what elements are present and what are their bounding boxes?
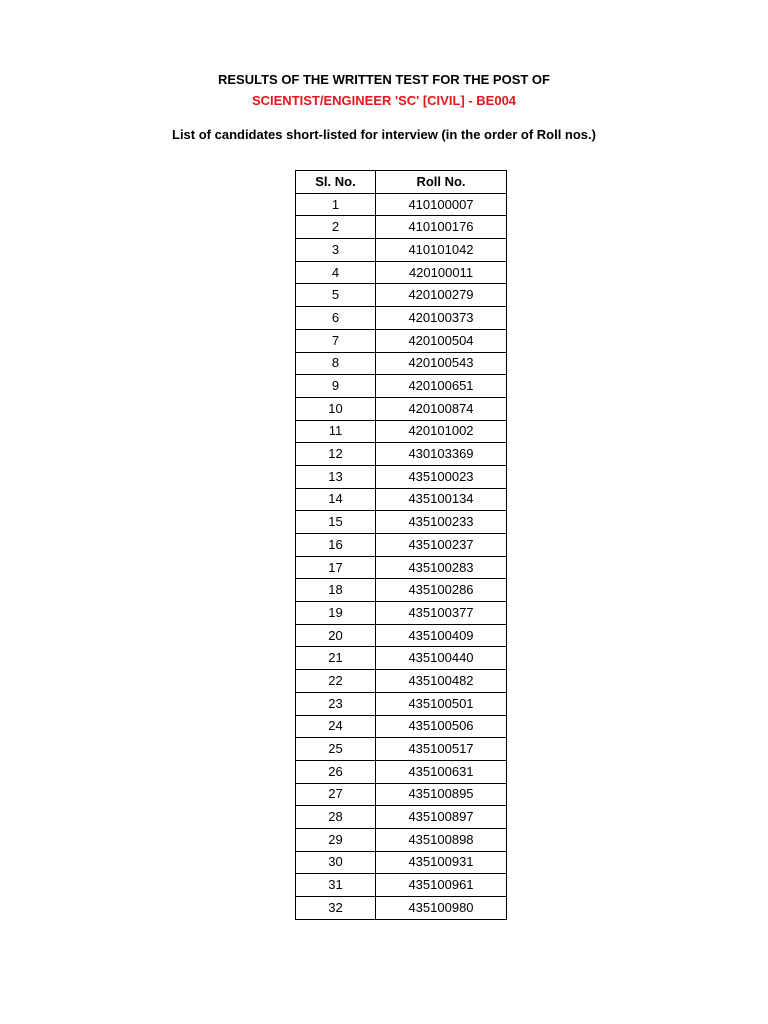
roll-no-cell: 435100898: [376, 828, 507, 851]
roll-no-cell: 420100874: [376, 397, 507, 420]
column-header-roll-no: Roll No.: [376, 171, 507, 194]
roll-no-cell: 435100517: [376, 738, 507, 761]
table-row: [296, 670, 507, 693]
table-row: [296, 647, 507, 670]
table-row: [296, 851, 507, 874]
roll-no-cell: 435100980: [376, 897, 507, 920]
table-body: [296, 193, 507, 919]
roll-no-cell: 435100482: [376, 670, 507, 693]
sl-no-cell: 10: [296, 397, 376, 420]
post-title: SCIENTIST/ENGINEER 'SC' [CIVIL] - BE004: [251, 93, 517, 108]
sl-no-cell: 29: [296, 828, 376, 851]
sl-no-cell: 18: [296, 579, 376, 602]
table-row: [296, 874, 507, 897]
table-row: [296, 216, 507, 239]
roll-no-cell: 420100011: [376, 261, 507, 284]
sl-no-cell: 27: [296, 783, 376, 806]
roll-no-cell: 435100377: [376, 602, 507, 625]
sl-no-cell: 26: [296, 760, 376, 783]
roll-no-cell: 430103369: [376, 443, 507, 466]
roll-no-cell: 435100233: [376, 511, 507, 534]
table-row: [296, 488, 507, 511]
table-row: [296, 715, 507, 738]
sl-no-cell: 5: [296, 284, 376, 307]
column-header-sl-no: Sl. No.: [296, 171, 376, 194]
table-row: [296, 329, 507, 352]
roll-no-cell: 435100409: [376, 624, 507, 647]
sl-no-cell: 30: [296, 851, 376, 874]
sl-no-cell: 22: [296, 670, 376, 693]
roll-no-cell: 435100897: [376, 806, 507, 829]
table-header-row: [296, 171, 507, 194]
roll-no-cell: 410100007: [376, 193, 507, 216]
table-row: [296, 261, 507, 284]
table-row: [296, 307, 507, 330]
roll-no-cell: 435100134: [376, 488, 507, 511]
table-row: [296, 193, 507, 216]
sl-no-cell: 20: [296, 624, 376, 647]
roll-no-cell: 420101002: [376, 420, 507, 443]
table-row: [296, 375, 507, 398]
sl-no-cell: 11: [296, 420, 376, 443]
table-row: [296, 624, 507, 647]
table-row: [296, 284, 507, 307]
table-row: [296, 783, 507, 806]
roll-no-cell: 435100961: [376, 874, 507, 897]
table-row: [296, 239, 507, 262]
table-row: [296, 534, 507, 557]
roll-no-cell: 410101042: [376, 239, 507, 262]
list-subtitle: List of candidates short-listed for interview (in the order of Roll nos.): [172, 127, 596, 142]
table-row: [296, 738, 507, 761]
table-row: [296, 511, 507, 534]
roll-no-cell: 435100237: [376, 534, 507, 557]
roll-no-cell: 435100895: [376, 783, 507, 806]
roll-no-cell: 435100286: [376, 579, 507, 602]
sl-no-cell: 15: [296, 511, 376, 534]
sl-no-cell: 13: [296, 465, 376, 488]
sl-no-cell: 24: [296, 715, 376, 738]
shortlist-table: [295, 170, 507, 920]
sl-no-cell: 8: [296, 352, 376, 375]
roll-no-cell: 435100283: [376, 556, 507, 579]
sl-no-cell: 14: [296, 488, 376, 511]
roll-no-cell: 410100176: [376, 216, 507, 239]
sl-no-cell: 19: [296, 602, 376, 625]
roll-no-cell: 435100023: [376, 465, 507, 488]
table-row: [296, 692, 507, 715]
table-row: [296, 556, 507, 579]
roll-no-cell: 435100506: [376, 715, 507, 738]
sl-no-cell: 2: [296, 216, 376, 239]
table-row: [296, 397, 507, 420]
sl-no-cell: 21: [296, 647, 376, 670]
roll-no-cell: 420100651: [376, 375, 507, 398]
sl-no-cell: 23: [296, 692, 376, 715]
roll-no-cell: 435100931: [376, 851, 507, 874]
table-row: [296, 465, 507, 488]
sl-no-cell: 17: [296, 556, 376, 579]
roll-no-cell: 435100501: [376, 692, 507, 715]
sl-no-cell: 4: [296, 261, 376, 284]
sl-no-cell: 6: [296, 307, 376, 330]
sl-no-cell: 7: [296, 329, 376, 352]
sl-no-cell: 25: [296, 738, 376, 761]
table-row: [296, 760, 507, 783]
table-row: [296, 806, 507, 829]
roll-no-cell: 420100373: [376, 307, 507, 330]
sl-no-cell: 16: [296, 534, 376, 557]
roll-no-cell: 420100279: [376, 284, 507, 307]
roll-no-cell: 420100504: [376, 329, 507, 352]
sl-no-cell: 32: [296, 897, 376, 920]
page-title: RESULTS OF THE WRITTEN TEST FOR THE POST OF: [218, 72, 550, 87]
sl-no-cell: 9: [296, 375, 376, 398]
sl-no-cell: 3: [296, 239, 376, 262]
table-row: [296, 828, 507, 851]
sl-no-cell: 31: [296, 874, 376, 897]
sl-no-cell: 28: [296, 806, 376, 829]
roll-no-cell: 435100631: [376, 760, 507, 783]
table-row: [296, 579, 507, 602]
table-row: [296, 897, 507, 920]
sl-no-cell: 1: [296, 193, 376, 216]
roll-no-cell: 420100543: [376, 352, 507, 375]
table-row: [296, 352, 507, 375]
roll-no-cell: 435100440: [376, 647, 507, 670]
table-row: [296, 602, 507, 625]
table-row: [296, 443, 507, 466]
sl-no-cell: 12: [296, 443, 376, 466]
table-row: [296, 420, 507, 443]
